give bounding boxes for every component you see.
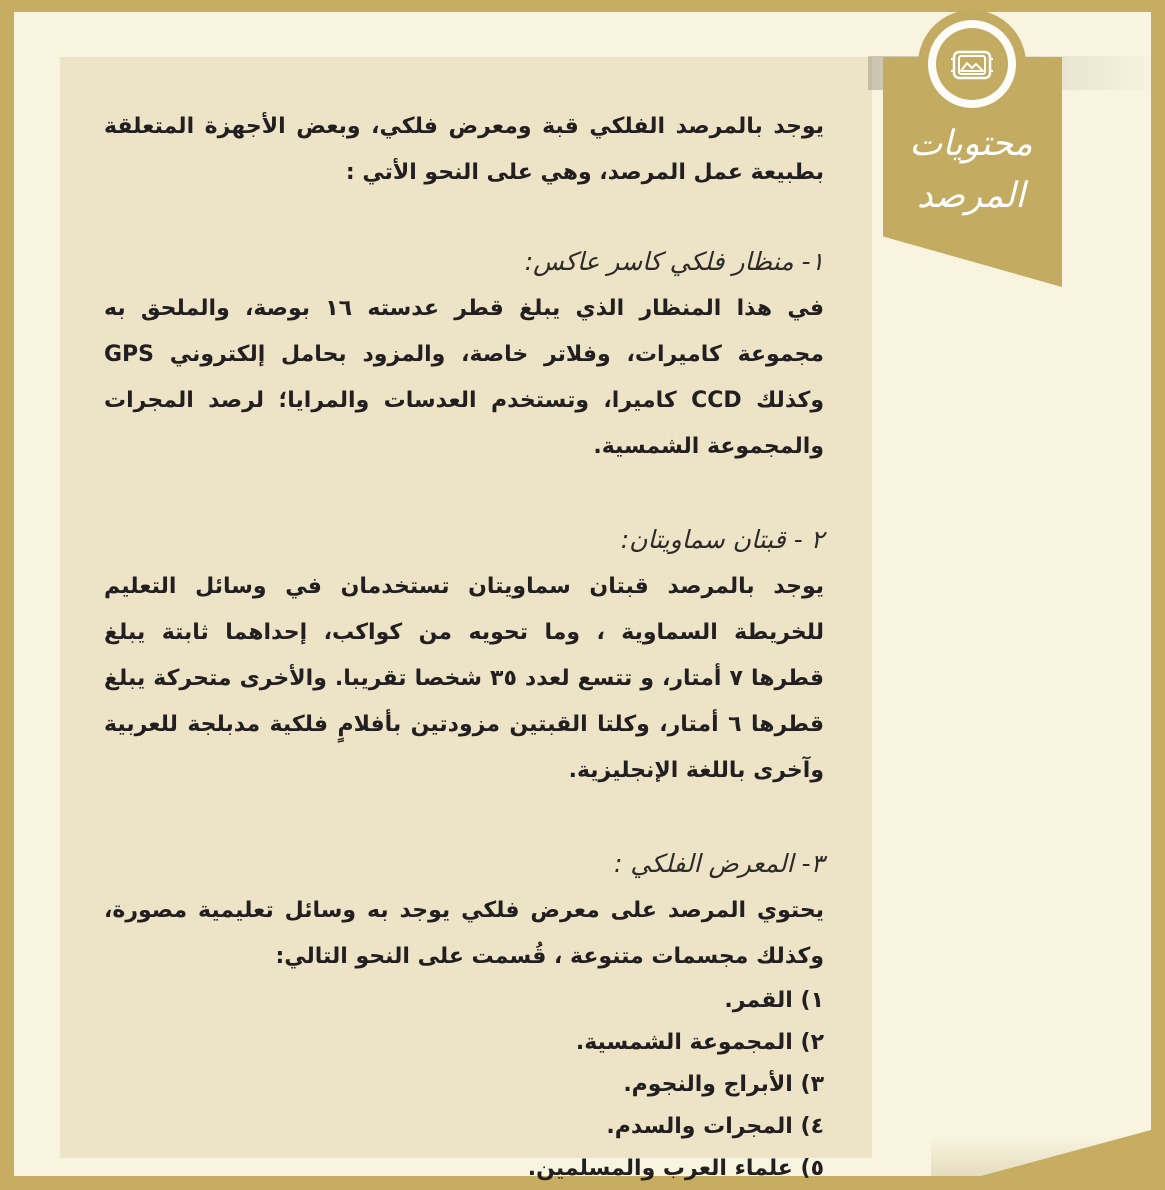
list-item: ٥) علماء العرب والمسلمين. xyxy=(527,1156,824,1181)
sidebar-title: محتويات المرصد xyxy=(909,124,1033,216)
gold-corner xyxy=(981,1130,1151,1176)
list-item: ٢) المجموعة الشمسية. xyxy=(575,1030,824,1055)
section-heading-2: ٢ - قبتان سماويتان: xyxy=(620,525,824,554)
list-item: ٣) الأبراج والنجوم. xyxy=(623,1072,824,1097)
section-heading-1: ١- منظار فلكي كاسر عاكس: xyxy=(524,247,824,276)
list-item: ١) القمر. xyxy=(724,988,824,1013)
list-item: ٤) المجرات والسدم. xyxy=(606,1114,824,1139)
document-content xyxy=(104,104,824,1190)
section-body-3: يحتوي المرصد على معرض فلكي يوجد به وسائل تعليمية مصورة، وكذلك مجسمات متنوعة ، قُسمت على النحو التالي: xyxy=(104,898,824,969)
section-body-2: يوجد بالمرصد قبتان سماويتان تستخدمان في وسائل التعليم للخريطة السماوية ، وما تحويه من كواكب، إحداهما ثابتة يبلغ قطرها ٧ أمتار، و تتسع لعدد ٣٥ شخصا تقريبا. والأخرى متحركة يبلغ قطرها ٦ أمتار، وكلتا القبتين مزودتين بأفلامٍ فلكية مدبلجة للعربية وآخرى باللغة الإنجليزية. xyxy=(104,574,825,783)
exhibit-list xyxy=(104,980,824,1190)
section-body-1: في هذا المنظار الذي يبلغ قطر عدسته ١٦ بوصة، والملحق به مجموعة كاميرات، وفلاتر خاصة، والمزود بحامل إلكتروني GPS وكذلك CCD كاميرا، وتستخدم العدسات والمرايا؛ لرصد المجرات والمجموعة الشمسية. xyxy=(104,296,825,459)
medallion-ring xyxy=(928,20,1016,108)
medallion xyxy=(918,10,1026,118)
medallion-inner xyxy=(936,28,1008,100)
gallery-icon xyxy=(936,28,1008,100)
intro-paragraph: يوجد بالمرصد الفلكي قبة ومعرض فلكي، وبعض الأجهزة المتعلقة بطبيعة عمل المرصد، وهي على النحو الأتي : xyxy=(104,114,824,185)
section-heading-3: ٣- المعرض الفلكي : xyxy=(614,849,824,878)
